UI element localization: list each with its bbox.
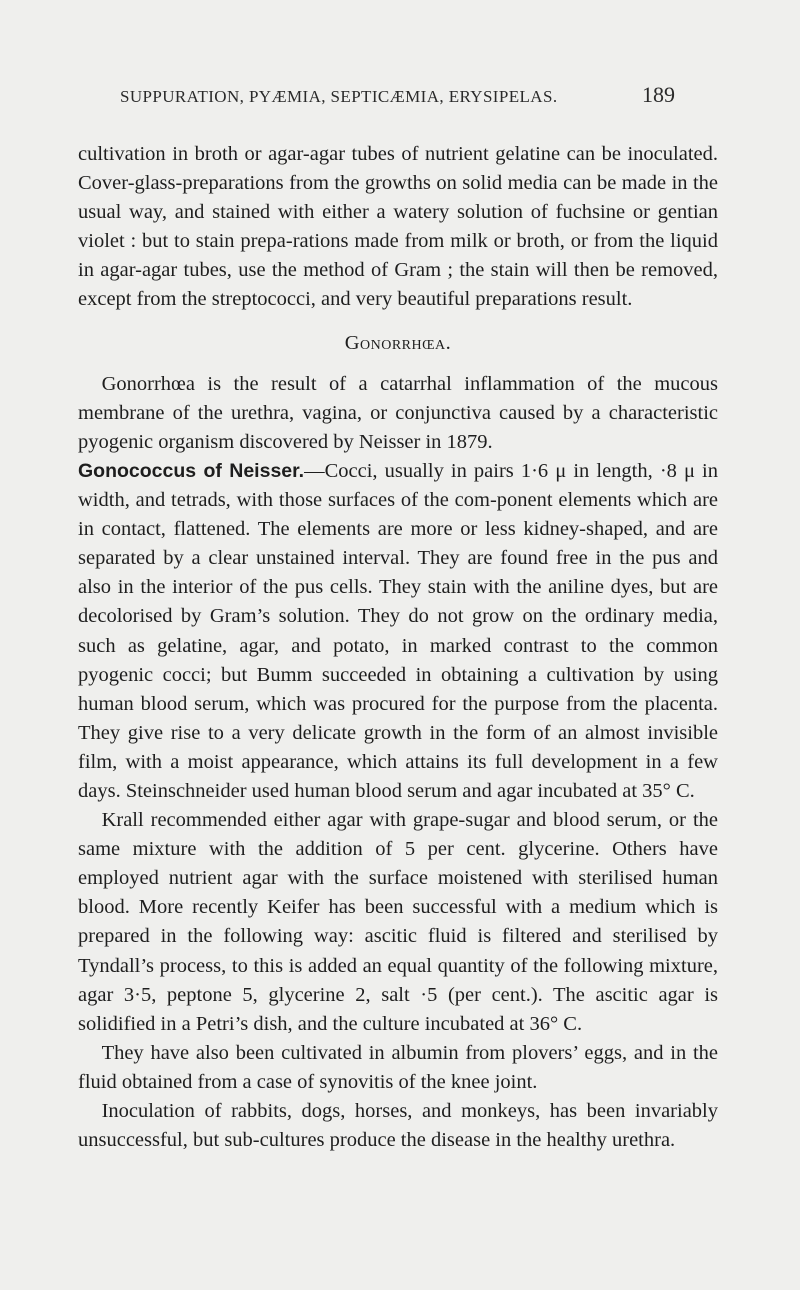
run-in-heading-gonococcus: Gonococcus of Neisser. <box>78 459 305 482</box>
paragraph-cultivation: cultivation in broth or agar-agar tubes of nutrient gelatine can be inoculated. Cover-glass-preparations from the growths on solid media can be made in the usual way, and stained with either a watery solution of fuchsine or gentian violet : but to stain prepa-rations made from milk or broth, or from the liquid in agar-agar tubes, use the method of Gram ; the stain will then be removed, except from the streptococci, and very beautiful preparations result. <box>78 143 718 311</box>
paragraph-inoculation: Inoculation of rabbits, dogs, horses, and monkeys, has been invariably unsuccessful, but sub-cultures produce the disease in the healthy urethra. <box>78 1100 718 1152</box>
paragraph-gonorrhoea-intro: Gonorrhœa is the result of a catarrhal inflammation of the mucous membrane of the urethra, vagina, or conjunctiva caused by a characteristic pyogenic organism discovered by Neisser in 1879. <box>78 372 718 453</box>
page-number: 189 <box>642 82 675 107</box>
running-head-title: SUPPURATION, PYÆMIA, SEPTICÆMIA, ERYSIPELAS. <box>120 87 558 106</box>
paragraph-krall: Krall recommended either agar with grape-sugar and blood serum, or the same mixture with the addition of 5 per cent. glycerine. Others have employed nutrient agar with the surface moistened with sterilised human blood. More recently Keifer has been successful with a medium which is prepared in the following way: ascitic fluid is filtered and sterilised by Tyndall’s process, to this is added an equal quantity of the following mixture, agar 3·5, peptone 5, glycerine 2, salt ·5 (per cent.). The ascitic agar is solidified in a Petri’s dish, and the culture incubated at 36° C. <box>78 809 718 1035</box>
paragraph-gonococcus-body: —Cocci, usually in pairs 1·6 μ in length, ·8 μ in width, and tetrads, with those surfaces of the com-ponent elements which are in contact, flattened. The elements are more or less kidney-shaped, and are separated by a clear unstained interval. They are found free in the pus and also in the interior of the pus cells. They stain with the aniline dyes, but are decolorised by Gram’s solution. They do not grow on the ordinary media, such as gelatine, agar, and potato, in marked contrast to the common pyogenic cocci; but Bumm succeeded in obtaining a cultivation by using human blood serum, which was procured for the purpose from the placenta. They give rise to a very delicate growth in the form of an almost invisible film, with a moist appearance, which attains its full development in a few days. Steinschneider used human blood serum and agar incubated at 35° C. <box>78 459 718 802</box>
paragraph-gonococcus <box>78 457 718 806</box>
paragraph-albumin: They have also been cultivated in albumin from plovers’ eggs, and in the fluid obtained from a case of synovitis of the knee joint. <box>78 1041 718 1093</box>
section-heading-gonorrhoea: Gonorrhœa. <box>344 331 452 354</box>
body-text <box>78 140 718 1155</box>
